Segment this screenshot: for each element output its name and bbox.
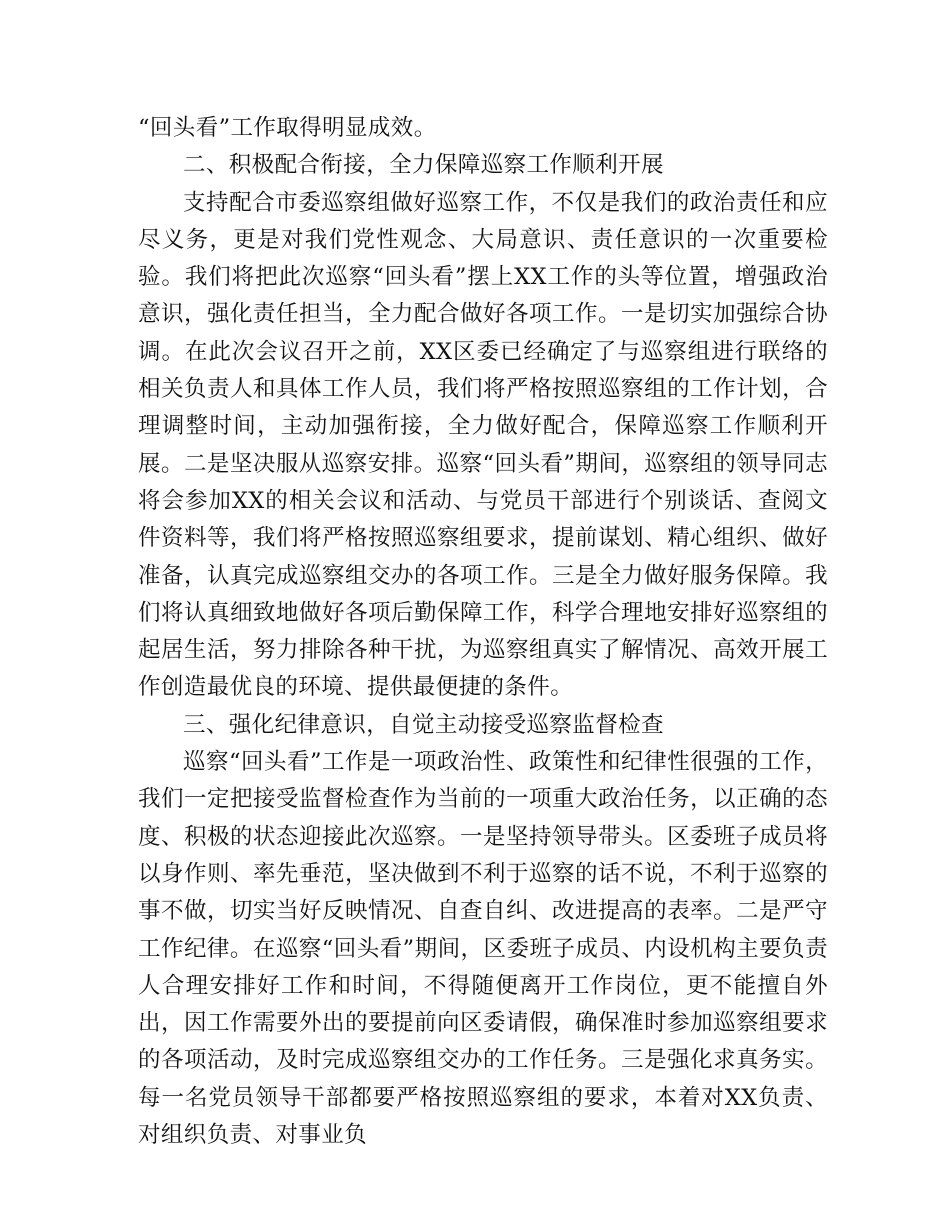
section-heading-3: 三、强化纪律意识，自觉主动接受巡察监督检查 <box>183 711 664 738</box>
paragraph-section-3: 巡察“回头看”工作是一项政治性、政策性和纪律性很强的工作，我们一定把接受监督检查作为当前的一项重大政治任务，以正确的态度、积极的状态迎接此次巡察。一是坚持领导带头。区委班子成员将以身作则、率先垂范，坚决做到不利于巡察的话不说，不利于巡察的事不做，切实当好反映情况、自查自纠、改进提高的表率。二是严守工作纪律。在巡察“回头看”期间，区委班子成员、内设机构主要负责人合理安排好工作和时间，不得随便离开工作岗位，更不能擅自外出，因工作需要外出的要提前向区委请假，确保准时参加巡察组要求的各项活动，及时完成巡察组交办的工作任务。三是强化求真务实。每一名党员领导干部都要严格按照巡察组的要求，本着对XX负责、对组织负责、对事业负 <box>138 749 828 1149</box>
paragraph-section-2: 支持配合市委巡察组做好巡察工作，不仅是我们的政治责任和应尽义务，更是对我们党性观念、大局意识、责任意识的一次重要检验。我们将把此次巡察“回头看”摆上XX工作的头等位置，增强政治意识，强化责任担当，全力配合做好各项工作。一是切实加强综合协调。在此次会议召开之前，XX区委已经确定了与巡察组进行联络的相关负责人和具体工作人员，我们将严格按照巡察组的工作计划，合理调整时间，主动加强衔接，全力做好配合，保障巡察工作顺利开展。二是坚决服从巡察安排。巡察“回头看”期间，巡察组的领导同志将会参加XX的相关会议和活动、与党员干部进行个别谈话、查阅文件资料等，我们将严格按照巡察组要求，提前谋划、精心组织、做好准备，认真完成巡察组交办的各项工作。三是全力做好服务保障。我们将认真细致地做好各项后勤保障工作，科学合理地安排好巡察组的起居生活，努力排除各种干扰，为巡察组真实了解情况、高效开展工作创造最优良的环境、提供最便捷的条件。 <box>138 189 828 701</box>
paragraph-continuation: “回头看”工作取得明显成效。 <box>138 115 437 141</box>
section-heading-2: 二、积极配合衔接，全力保障巡察工作顺利开展 <box>183 152 664 179</box>
document-body <box>138 110 828 1154</box>
